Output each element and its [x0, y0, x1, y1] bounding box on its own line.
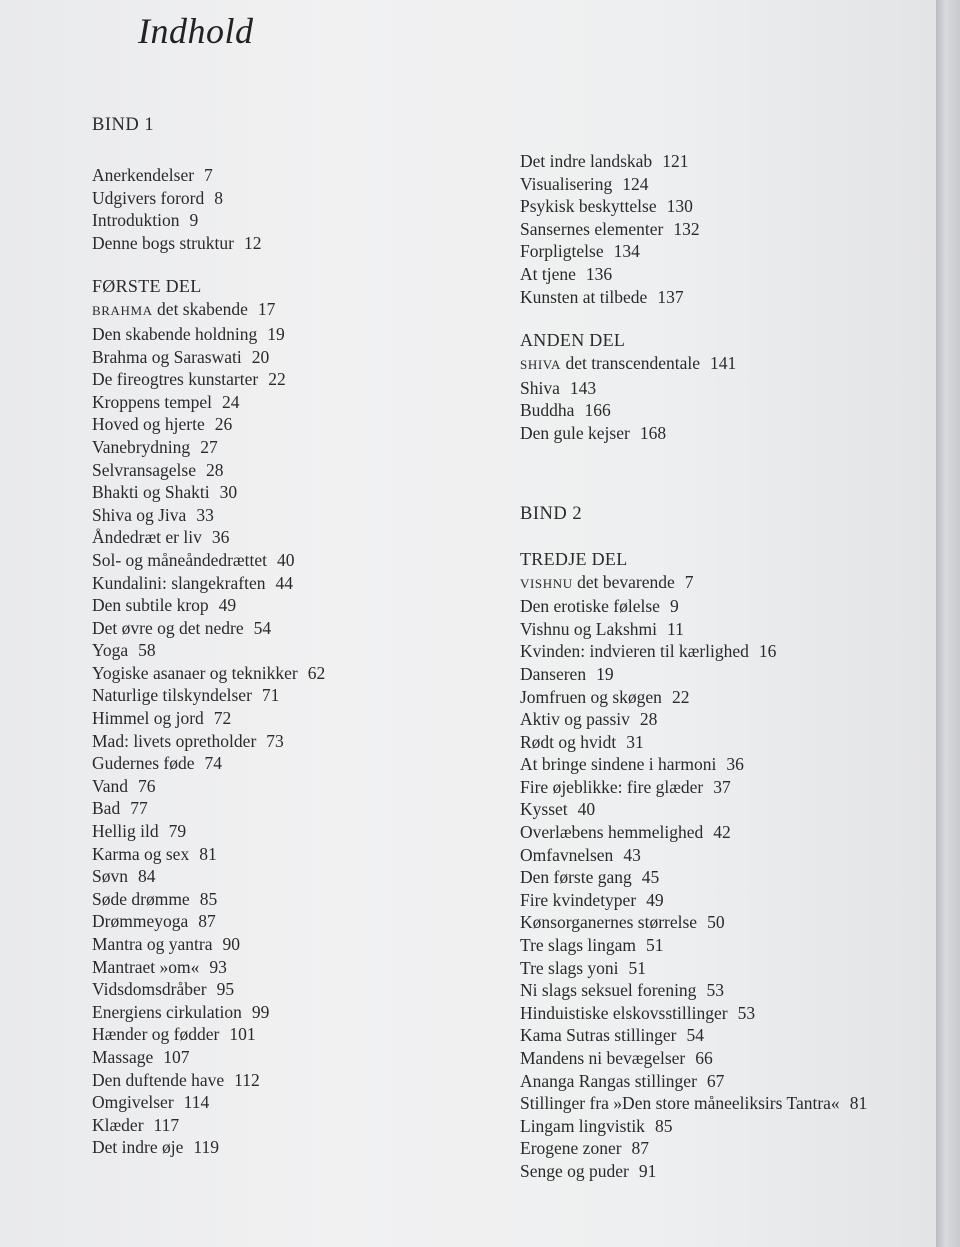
toc-entry-title: Mantra og yantra	[92, 934, 213, 954]
toc-entry-page: 36	[211, 527, 230, 548]
toc-entry	[520, 1024, 900, 1047]
toc-entry-title: Selvransagelse	[92, 459, 196, 480]
toc-entry-page: 62	[307, 662, 326, 683]
toc-entry-page: 20	[251, 346, 270, 367]
toc-entry	[520, 1002, 900, 1025]
toc-entry-page: 72	[213, 708, 232, 729]
toc-entry	[92, 1046, 472, 1069]
toc-entry-page: 91	[638, 1160, 657, 1181]
toc-entry	[520, 663, 900, 686]
toc-entry-page: 40	[577, 799, 596, 820]
toc-entry	[520, 1115, 900, 1138]
toc-entry	[92, 504, 472, 527]
toc-entry	[92, 707, 472, 730]
bind1-intro-list	[92, 164, 472, 254]
toc-entry	[520, 821, 900, 844]
toc-entry	[92, 662, 472, 685]
toc-entry-page: 85	[199, 888, 218, 909]
toc-entry	[92, 797, 472, 820]
page-title: Indhold	[138, 11, 254, 51]
toc-entry	[520, 1047, 900, 1070]
toc-entry	[520, 911, 900, 934]
toc-entry-title: Introduktion	[92, 210, 180, 231]
toc-entry	[520, 957, 900, 980]
toc-entry-page: 76	[137, 775, 156, 796]
toc-entry-title: Buddha	[520, 400, 575, 421]
toc-entry-page: 22	[268, 369, 286, 390]
toc-entry-title: De fireogtres kunstarter	[92, 369, 259, 390]
toc-entry	[92, 865, 472, 888]
toc-entry	[520, 377, 900, 400]
toc-entry-title: Den gule kejser	[520, 422, 630, 443]
toc-entry	[520, 934, 900, 957]
toc-entry-page: 49	[646, 889, 664, 910]
toc-entry-title: Omgivelser	[92, 1092, 174, 1113]
toc-entry-page: 44	[275, 572, 293, 593]
toc-entry-title: Rødt og hvidt	[520, 731, 617, 752]
toc-entry-page: 67	[706, 1070, 725, 1091]
toc-entry	[520, 173, 900, 196]
toc-entry	[92, 572, 472, 595]
toc-entry-page: 12	[243, 232, 262, 253]
toc-entry	[520, 422, 900, 445]
toc-entry	[520, 844, 900, 867]
toc-entry	[92, 526, 472, 549]
toc-entry	[92, 209, 472, 232]
part2-deity: SHIVA	[520, 357, 562, 373]
bind2-heading: BIND 2	[520, 503, 583, 524]
toc-entry-page: 31	[626, 731, 644, 752]
toc-entry	[92, 775, 472, 798]
toc-entry-page: 54	[686, 1025, 705, 1046]
toc-entry	[92, 1023, 472, 1046]
toc-entry-title: Energiens cirkulation	[92, 1001, 242, 1022]
toc-entry	[520, 798, 900, 821]
toc-entry-title: Shiva og Jiva	[92, 504, 187, 525]
toc-entry	[520, 218, 900, 241]
toc-entry-page: 36	[726, 754, 744, 775]
toc-entry-page: 77	[130, 798, 148, 819]
toc-entry-title: Psykisk beskyttelse	[520, 196, 657, 217]
part1-list-left	[92, 323, 472, 1159]
toc-entry-title: Kvinden: indvieren til kærlighed	[520, 641, 749, 662]
toc-entry-page: 95	[216, 979, 235, 1000]
toc-entry-page: 124	[622, 173, 649, 194]
toc-entry	[92, 956, 472, 979]
toc-entry-title: Brahma og Saraswati	[92, 346, 242, 367]
toc-entry-title: Søvn	[92, 866, 128, 887]
part3-subtitle	[520, 571, 900, 596]
part2-list	[520, 377, 900, 445]
toc-entry-title: Hænder og fødder	[92, 1024, 220, 1045]
toc-entry-page: 27	[200, 436, 218, 457]
toc-entry-title: Kunsten at tilbede	[520, 286, 648, 307]
toc-entry-title: Søde drømme	[92, 888, 190, 909]
toc-entry-title: Fire øjeblikke: fire glæder	[520, 776, 704, 797]
toc-entry-title: Det øvre og det nedre	[92, 617, 244, 638]
part2-subtitle-page: 141	[710, 353, 737, 374]
toc-column-left	[92, 112, 472, 1159]
toc-entry-title: Klæder	[92, 1114, 144, 1135]
toc-entry	[520, 595, 900, 618]
toc-entry-title: Vidsdomsdråber	[92, 979, 207, 1000]
toc-entry-page: 37	[713, 776, 731, 797]
toc-entry-title: Anerkendelser	[92, 165, 195, 185]
toc-entry-page: 121	[662, 151, 689, 171]
toc-entry	[520, 1070, 900, 1093]
toc-entry-title: Kønsorganernes størrelse	[520, 912, 698, 933]
toc-entry-page: 73	[266, 730, 284, 751]
page-edge	[936, 0, 960, 1247]
toc-entry	[92, 164, 472, 187]
toc-entry	[92, 323, 472, 346]
toc-entry-title: Kundalini: slangekraften	[92, 572, 266, 593]
part1-list-right	[520, 150, 900, 308]
toc-entry-title: Tre slags lingam	[520, 935, 637, 956]
toc-entry-page: 28	[639, 709, 658, 730]
toc-entry	[92, 459, 472, 482]
toc-entry-page: 54	[253, 617, 272, 638]
toc-entry-page: 50	[707, 912, 725, 933]
toc-entry	[520, 776, 900, 799]
toc-entry-page: 40	[276, 549, 295, 570]
toc-entry-title: Den erotiske følelse	[520, 596, 660, 617]
toc-entry	[520, 753, 900, 776]
part2-heading: ANDEN DEL	[520, 330, 626, 351]
toc-entry	[92, 1001, 472, 1024]
toc-entry-title: Sansernes elementer	[520, 218, 664, 239]
part1-heading: FØRSTE DEL	[92, 276, 202, 297]
toc-entry-page: 93	[209, 956, 227, 977]
toc-entry-title: Massage	[92, 1046, 154, 1067]
toc-entry-page: 166	[584, 400, 611, 421]
toc-entry	[520, 686, 900, 709]
toc-entry-page: 16	[758, 641, 777, 662]
toc-entry-page: 101	[229, 1024, 256, 1045]
toc-entry-page: 51	[628, 957, 647, 978]
part3-deity: VISHNU	[520, 575, 573, 591]
toc-entry-title: Kroppens tempel	[92, 391, 213, 412]
part1-subtitle-page: 17	[257, 299, 276, 320]
bind1-heading: BIND 1	[92, 115, 155, 135]
toc-entry	[92, 594, 472, 617]
toc-entry-page: 58	[138, 640, 156, 661]
toc-entry-title: Tre slags yoni	[520, 957, 619, 978]
toc-entry	[92, 1091, 472, 1114]
toc-entry-title: Stillinger fra »Den store måneeliksirs Tantra«	[520, 1093, 840, 1114]
toc-entry-title: Bad	[92, 798, 121, 819]
toc-entry-page: 8	[214, 187, 224, 208]
toc-entry-title: Himmel og jord	[92, 708, 204, 729]
toc-entry-title: Karma og sex	[92, 843, 190, 864]
toc-entry-page: 49	[218, 595, 237, 616]
toc-entry-page: 51	[646, 935, 664, 956]
toc-entry-title: Hinduistiske elskovsstillinger	[520, 1002, 728, 1023]
toc-entry-title: Gudernes føde	[92, 753, 195, 774]
toc-entry-title: Forpligtelse	[520, 241, 604, 262]
toc-entry	[92, 617, 472, 640]
toc-entry-title: Jomfruen og skøgen	[520, 686, 662, 707]
toc-entry-page: 22	[671, 686, 690, 707]
toc-entry-page: 53	[706, 980, 724, 1001]
toc-entry-title: Det indre øje	[92, 1137, 184, 1158]
toc-entry-page: 143	[569, 377, 597, 398]
part1-deity: BRAHMA	[92, 303, 153, 319]
toc-entry	[92, 888, 472, 911]
toc-entry	[520, 1137, 900, 1160]
toc-entry-title: Fire kvindetyper	[520, 889, 637, 910]
toc-entry-title: Naturlige tilskyndelser	[92, 685, 252, 706]
toc-entry-page: 117	[153, 1114, 180, 1135]
toc-entry-page: 24	[222, 391, 240, 412]
toc-entry	[92, 910, 472, 933]
toc-entry-page: 45	[641, 867, 660, 888]
toc-entry-page: 74	[204, 753, 223, 774]
toc-entry-title: Den første gang	[520, 867, 632, 888]
toc-entry-title: Bhakti og Shakti	[92, 482, 210, 503]
part1-subtitle	[92, 298, 472, 323]
toc-entry-page: 136	[585, 263, 613, 284]
toc-entry-page: 9	[669, 596, 679, 617]
toc-entry-page: 42	[713, 822, 731, 843]
toc-entry-title: Visualisering	[520, 173, 613, 194]
toc-entry-page: 137	[657, 286, 684, 307]
toc-entry	[92, 843, 472, 866]
toc-entry-page: 87	[631, 1138, 650, 1159]
toc-entry	[92, 978, 472, 1001]
toc-entry-page: 84	[137, 866, 156, 887]
toc-entry-title: Den duftende have	[92, 1069, 225, 1090]
part3-list	[520, 595, 900, 1182]
toc-entry-page: 7	[204, 165, 213, 185]
toc-entry	[92, 820, 472, 843]
toc-entry-page: 28	[206, 459, 224, 480]
toc-entry	[92, 933, 472, 956]
part3-heading: TREDJE DEL	[520, 548, 628, 569]
toc-entry	[520, 286, 900, 309]
part2-subtitle-rest: det transcendentale	[561, 353, 701, 374]
toc-entry-title: Vanebrydning	[92, 436, 191, 457]
toc-entry-page: 26	[214, 414, 233, 435]
toc-entry-page: 107	[163, 1046, 190, 1067]
toc-entry-page: 90	[222, 934, 241, 954]
toc-entry-title: Hellig ild	[92, 821, 159, 842]
toc-entry-title: Drømmeyoga	[92, 911, 189, 932]
toc-entry-title: Senge og puder	[520, 1160, 629, 1181]
toc-entry	[520, 889, 900, 912]
toc-entry	[520, 263, 900, 286]
toc-entry	[92, 346, 472, 369]
toc-entry-title: Denne bogs struktur	[92, 232, 234, 253]
toc-entry-title: Yogiske asanaer og teknikker	[92, 662, 298, 683]
toc-entry	[92, 684, 472, 707]
part2-subtitle	[520, 352, 900, 377]
toc-entry-title: At tjene	[520, 263, 576, 284]
toc-entry-title: Mantraet »om«	[92, 956, 200, 977]
toc-entry	[92, 232, 472, 255]
toc-entry	[92, 752, 472, 775]
toc-entry-title: Ni slags seksuel forening	[520, 980, 697, 1001]
toc-entry	[520, 150, 900, 173]
toc-entry-title: Omfavnelsen	[520, 844, 614, 865]
toc-entry-title: Ananga Rangas stillinger	[520, 1070, 697, 1091]
toc-entry	[92, 1136, 472, 1159]
toc-entry	[92, 549, 472, 572]
toc-entry	[92, 391, 472, 414]
toc-entry-title: Danseren	[520, 663, 587, 684]
toc-entry-title: Shiva	[520, 377, 560, 398]
toc-entry	[92, 481, 472, 504]
toc-entry-page: 11	[667, 618, 684, 639]
toc-entry-title: Kysset	[520, 799, 568, 820]
toc-entry-title: Sol- og måneåndedrættet	[92, 549, 267, 570]
toc-entry	[92, 436, 472, 459]
toc-entry-title: Hoved og hjerte	[92, 414, 205, 435]
toc-entry-title: At bringe sindene i harmoni	[520, 754, 717, 775]
toc-entry-title: Yoga	[92, 640, 129, 661]
toc-entry-page: 114	[183, 1092, 210, 1113]
toc-entry	[92, 730, 472, 753]
toc-entry-page: 9	[189, 210, 199, 231]
toc-entry	[520, 708, 900, 731]
toc-entry	[92, 368, 472, 391]
toc-entry	[520, 195, 900, 218]
toc-entry-page: 85	[654, 1115, 673, 1136]
toc-column-right	[520, 150, 900, 1183]
toc-entry-title: Overlæbens hemmelighed	[520, 822, 704, 843]
toc-entry	[520, 731, 900, 754]
toc-entry-page: 30	[219, 482, 238, 503]
toc-entry	[92, 187, 472, 210]
toc-entry	[520, 240, 900, 263]
toc-entry-page: 71	[261, 685, 280, 706]
toc-entry-page: 43	[623, 844, 641, 865]
toc-entry-title: Aktiv og passiv	[520, 709, 630, 730]
part1-subtitle-rest: det skabende	[152, 299, 248, 320]
toc-entry-title: Den subtile krop	[92, 595, 209, 616]
toc-entry	[520, 1092, 900, 1115]
toc-entry	[92, 1069, 472, 1092]
toc-entry-page: 66	[695, 1048, 713, 1068]
toc-entry-title: Lingam lingvistik	[520, 1115, 645, 1136]
toc-entry-title: Vishnu og Lakshmi	[520, 618, 658, 639]
toc-entry-page: 81	[199, 843, 217, 864]
toc-entry-page: 19	[596, 663, 614, 684]
part3-subtitle-page: 7	[684, 571, 694, 592]
toc-entry	[520, 1160, 900, 1183]
toc-entry	[92, 639, 472, 662]
toc-entry	[520, 399, 900, 422]
toc-entry	[520, 866, 900, 889]
toc-entry-page: 19	[267, 323, 285, 344]
toc-entry-page: 53	[737, 1002, 756, 1023]
toc-entry-title: Vand	[92, 775, 128, 796]
toc-entry-title: Det indre landskab	[520, 151, 653, 171]
toc-entry-title: Mad: livets opretholder	[92, 730, 257, 751]
toc-entry-page: 130	[666, 196, 693, 217]
toc-entry	[92, 1114, 472, 1137]
toc-entry-page: 132	[673, 218, 700, 239]
toc-entry-title: Kama Sutras stillinger	[520, 1025, 677, 1046]
toc-entry	[520, 640, 900, 663]
toc-entry-title: Den skabende holdning	[92, 323, 258, 344]
toc-entry-title: Åndedræt er liv	[92, 527, 202, 548]
toc-entry-page: 99	[251, 1001, 270, 1022]
toc-entry	[520, 979, 900, 1002]
toc-entry	[92, 413, 472, 436]
toc-entry-page: 87	[198, 911, 216, 932]
toc-entry-title: Erogene zoner	[520, 1138, 622, 1159]
toc-entry-page: 134	[613, 241, 640, 262]
toc-entry-page: 81	[849, 1093, 868, 1114]
toc-entry-page: 119	[193, 1137, 219, 1158]
toc-entry-title: Udgivers forord	[92, 187, 205, 208]
toc-entry-title: Mandens ni bevægelser	[520, 1048, 686, 1068]
toc-entry-page: 168	[639, 422, 667, 443]
part3-subtitle-rest: det bevarende	[572, 571, 675, 592]
toc-entry-page: 112	[234, 1069, 260, 1090]
toc-entry	[520, 618, 900, 641]
toc-entry-page: 79	[168, 821, 187, 842]
toc-entry-page: 33	[196, 504, 214, 525]
